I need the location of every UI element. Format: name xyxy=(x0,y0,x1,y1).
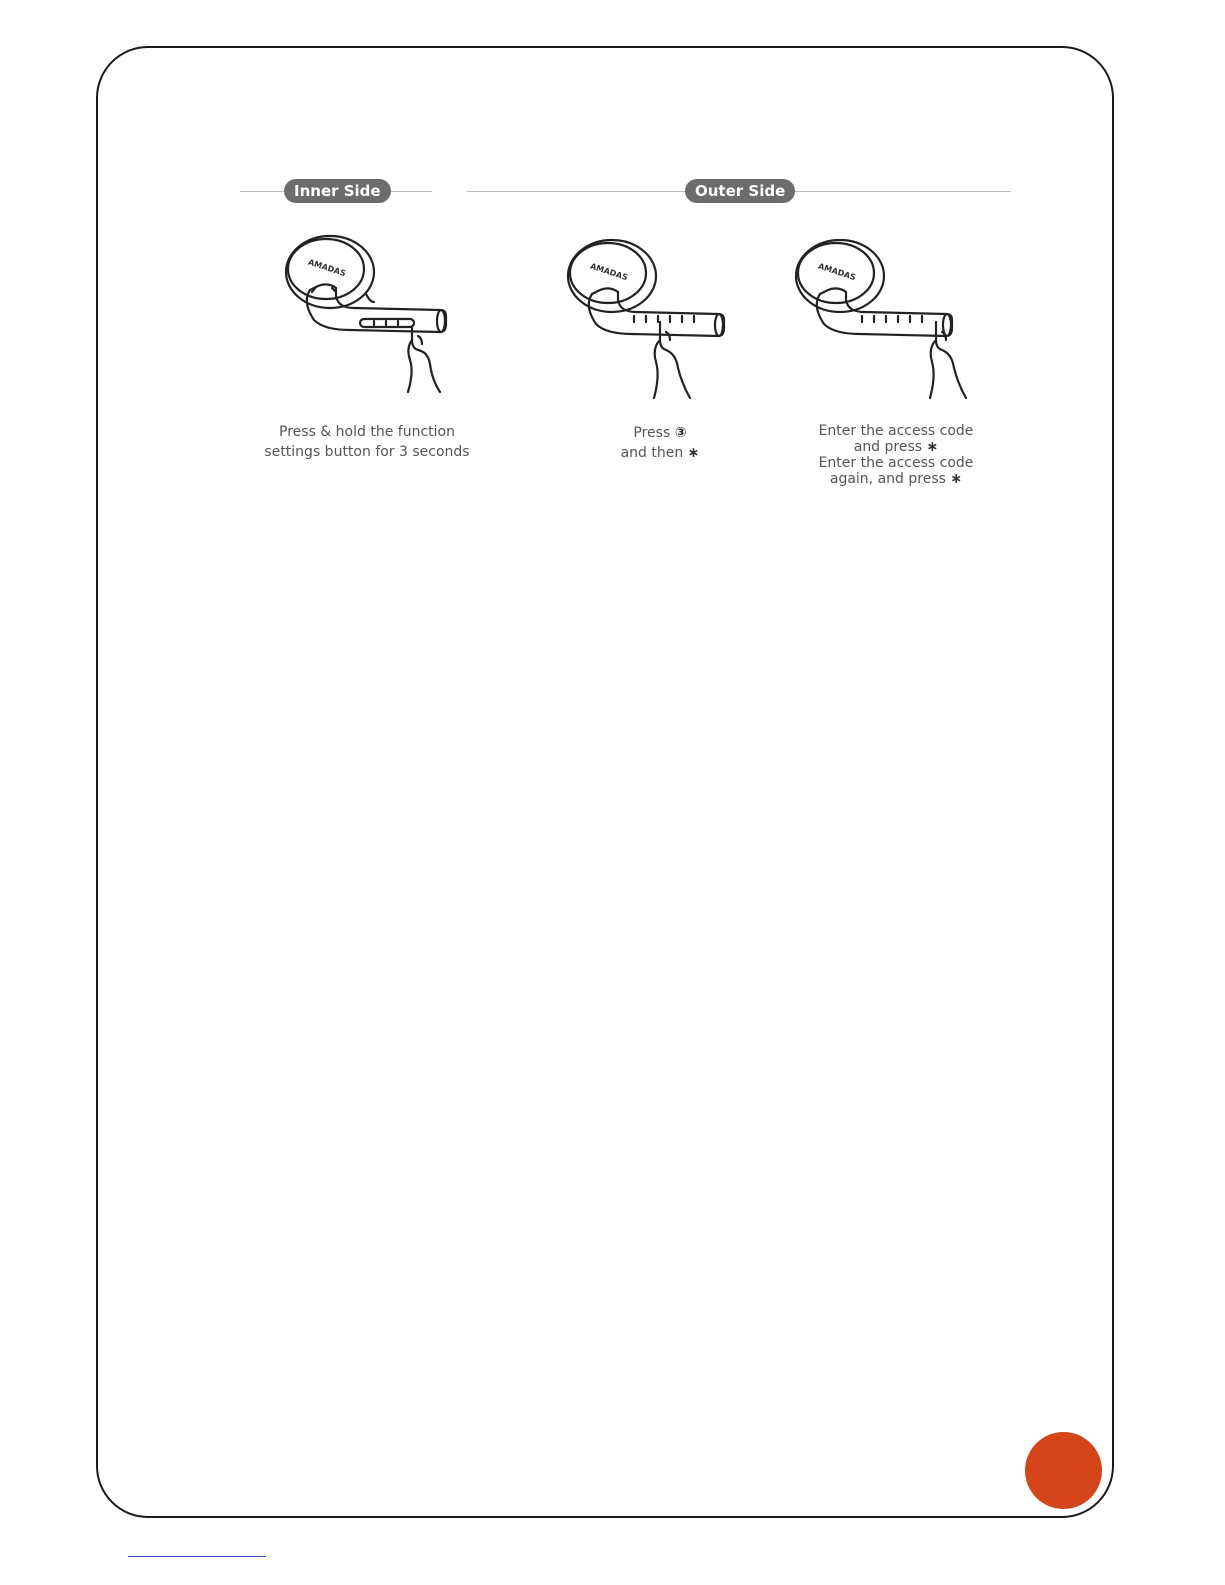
step-3-press-text: and press xyxy=(853,439,923,455)
brand-text-2: AMADAS xyxy=(589,261,629,283)
step-3-caption xyxy=(800,423,992,487)
step-2-line-1 xyxy=(580,423,740,443)
inner-side-label: Inner Side xyxy=(284,179,391,203)
brand-text-1: AMADAS xyxy=(307,257,347,279)
page-marker-dot xyxy=(1025,1432,1102,1509)
step-3-line-4 xyxy=(800,471,992,487)
step-2-then-text: and then xyxy=(620,445,684,461)
circled-three-icon: ③ xyxy=(674,425,687,441)
asterisk-icon: ∗ xyxy=(950,471,963,487)
outer-handle-press-3-illustration xyxy=(562,236,742,406)
step-2-caption xyxy=(580,423,740,463)
bottom-link-underline[interactable] xyxy=(128,1556,266,1557)
step-3-line-1: Enter the access code xyxy=(818,423,974,439)
step-3-line-3: Enter the access code xyxy=(818,455,974,471)
outer-handle-press-star-illustration xyxy=(790,236,980,406)
step-2-line-2 xyxy=(580,443,740,463)
step-3-again-text: again, and press xyxy=(829,471,946,487)
step-1-line-2: settings button for 3 seconds xyxy=(264,444,470,460)
step-2-press-text: Press xyxy=(633,425,671,441)
asterisk-icon: ∗ xyxy=(687,445,700,461)
inner-handle-illustration xyxy=(280,232,460,402)
step-3-line-2 xyxy=(800,439,992,455)
step-1-caption xyxy=(246,422,488,462)
outer-side-label: Outer Side xyxy=(685,179,795,203)
asterisk-icon: ∗ xyxy=(926,439,939,455)
step-1-line-1: Press & hold the function xyxy=(279,424,455,440)
brand-text-3: AMADAS xyxy=(817,261,857,283)
